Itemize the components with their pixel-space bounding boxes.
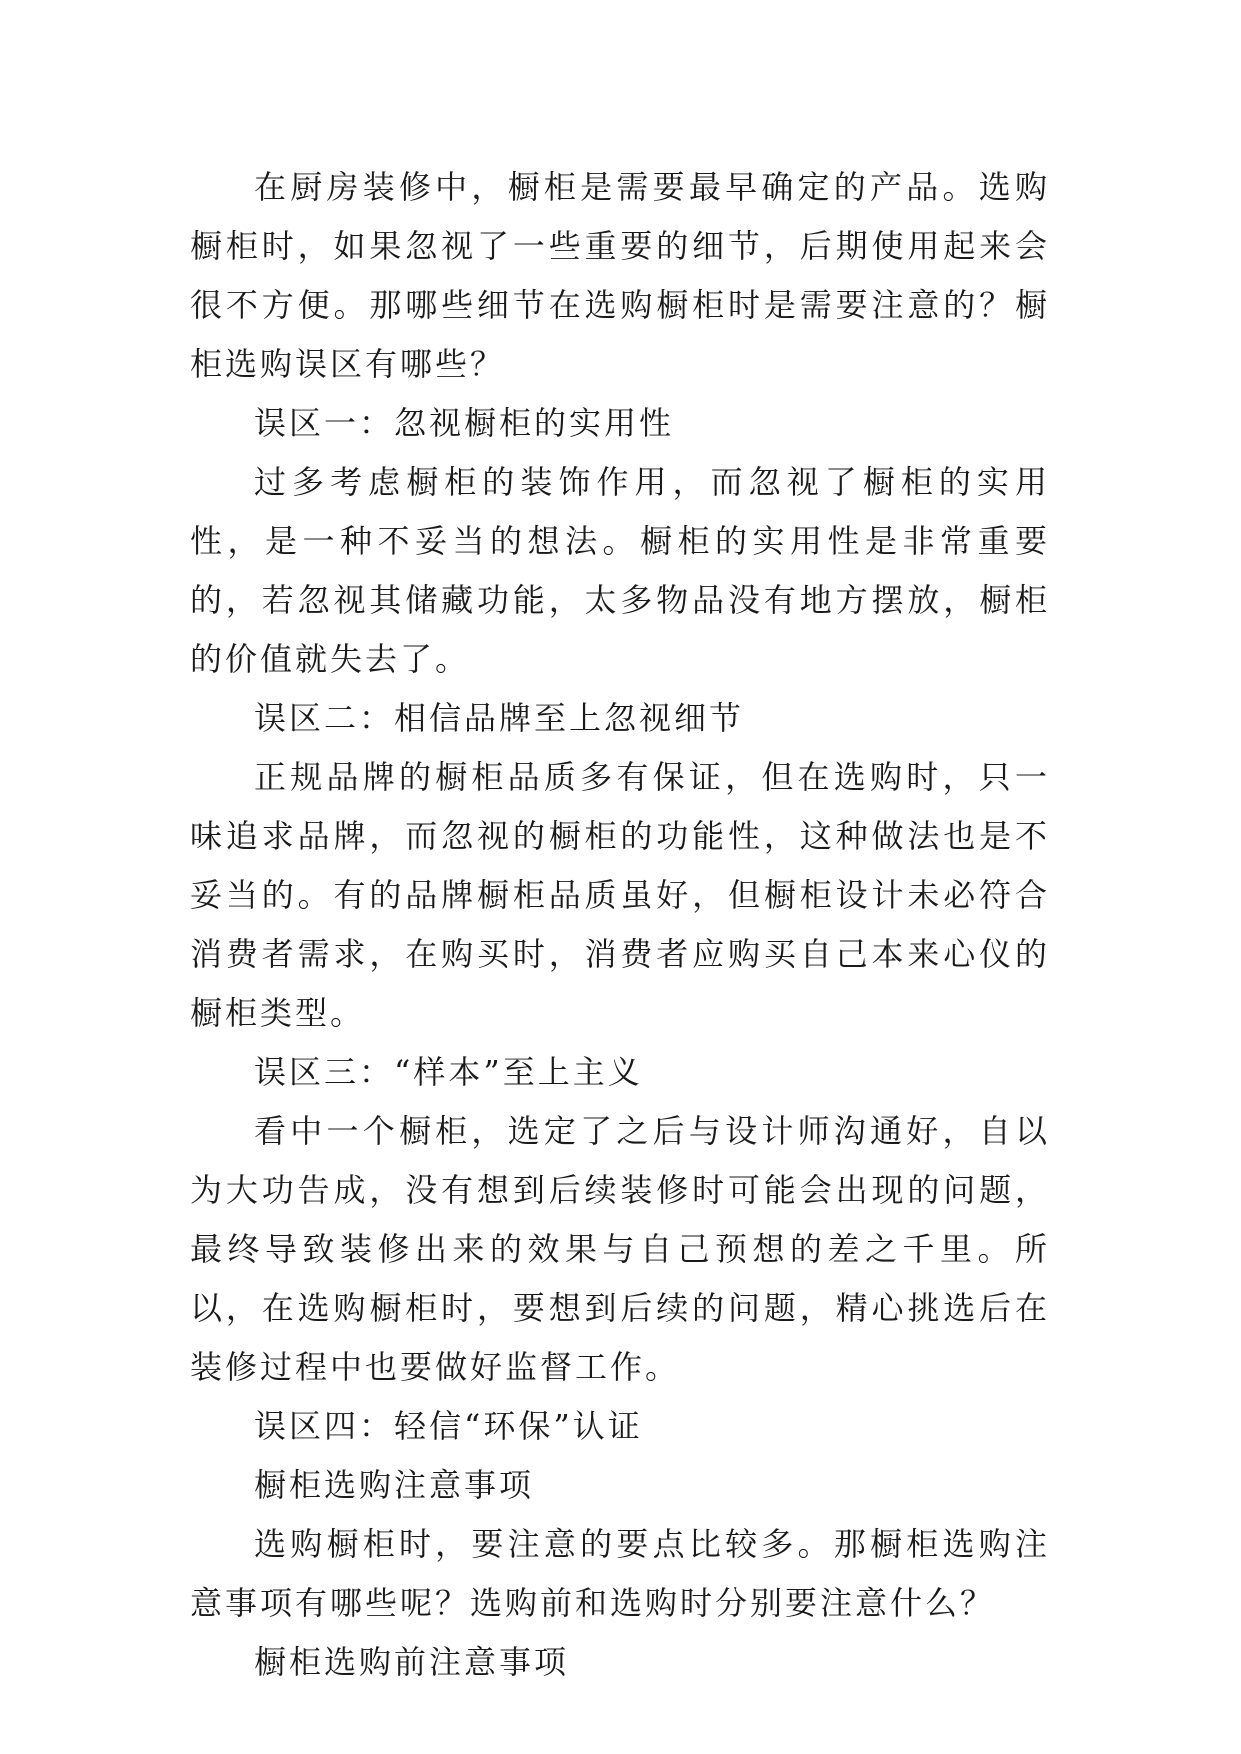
body-paragraph-myth-2: 正规品牌的橱柜品质多有保证，但在选购时，只一味追求品牌，而忽视的橱柜的功能性，这种做法也是不妥当的。有的品牌橱柜品质虽好，但橱柜设计未必符合消费者需求，在购买时，消费者应购买自己本来心仪的橱柜类型。 bbox=[190, 758, 1050, 1032]
document-body bbox=[190, 158, 1050, 1692]
section-heading-myth-3: 误区三：“样本”至上主义 bbox=[254, 1053, 643, 1091]
section-heading-myth-2: 误区二：相信品牌至上忽视细节 bbox=[254, 699, 745, 737]
section-heading-pre-purchase: 橱柜选购前注意事项 bbox=[254, 1643, 570, 1681]
section-heading-myth-4: 误区四：轻信“环保”认证 bbox=[254, 1407, 643, 1445]
body-paragraph-tips: 选购橱柜时，要注意的要点比较多。那橱柜选购注意事项有哪些呢？选购前和选购时分别要注意什么？ bbox=[190, 1525, 1050, 1622]
intro-paragraph: 在厨房装修中，橱柜是需要最早确定的产品。选购橱柜时，如果忽视了一些重要的细节，后期使用起来会很不方便。那哪些细节在选购橱柜时是需要注意的？橱柜选购误区有哪些？ bbox=[190, 168, 1050, 383]
body-paragraph-myth-1: 过多考虑橱柜的装饰作用，而忽视了橱柜的实用性，是一种不妥当的想法。橱柜的实用性是非常重要的，若忽视其储藏功能，太多物品没有地方摆放，橱柜的价值就失去了。 bbox=[190, 463, 1050, 678]
section-heading-tips: 橱柜选购注意事项 bbox=[254, 1466, 535, 1504]
body-paragraph-myth-3: 看中一个橱柜，选定了之后与设计师沟通好，自以为大功告成，没有想到后续装修时可能会出现的问题，最终导致装修出来的效果与自己预想的差之千里。所以，在选购橱柜时，要想到后续的问题，精心挑选后在装修过程中也要做好监督工作。 bbox=[190, 1112, 1050, 1386]
section-heading-myth-1: 误区一：忽视橱柜的实用性 bbox=[254, 404, 675, 442]
